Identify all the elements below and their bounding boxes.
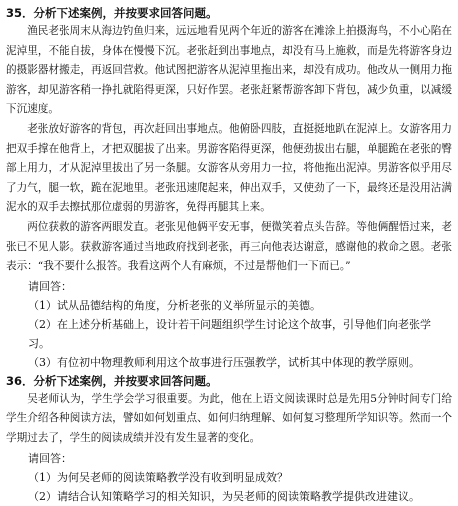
question-35-title: 35．分析下述案例，并按要求回答问题。 [6, 6, 218, 20]
case-paragraph-2: 老张放好游客的背包，再次赶回出事地点。他俯卧四肢，直挺挺地趴在泥淖上。女游客用力把双手撑在他背上，才把双腿拔了出来。男游客陷得更深，他便劲拔出右腿，单腿跪在老张的臀部上用力，才从泥淖里拔出了另一条腿。女游客从旁用力一拉，将他拖出泥淖。男游客似乎用尽了力气，腿一软，跪在泥地里。老张迅速爬起来，伸出双手，又使劲了一下，最终还是没用沾满泥水的双手去擦拭那位虚弱的男游客，免得再腿其上来。 [6, 122, 452, 214]
question-36-item-2: （2）请结合认知策略学习的相关知识，为吴老师的阅读策略教学提供改进建议。 [28, 489, 420, 503]
question-35-item-2: （2）在上述分析基础上，设计若干问题组织学生讨论这个故事，引导他们向老张学习。 [28, 317, 431, 350]
question-35-prompt: 请回答： [28, 279, 72, 293]
question-36-title: 36．分析下述案例，并按要求回答问题。 [6, 373, 218, 388]
case-36-paragraph: 吴老师认为，学生学会学习很重要。为此，他在上语文阅读课时总是先用5分钟时间专门给学生介绍各种阅读方法，譬如如何划重点、如何归纳理解、如何复习整理所学知识等。然而一个学期过去了，学生的阅读成绩并没有发生显著的变化。 [6, 392, 452, 444]
case-paragraph-3: 两位获救的游客两眼发直。老张见他俩平安无事，便微笑着点头告辞。等他俩醒悟过来，老张已不见人影。获救游客通过当地政府找到老张，再三向他表达谢意，感谢他的救命之恩。老张表示：“我不要什么报答。我看这两个人有麻烦，不过是帮他们一下而已。” [6, 220, 452, 273]
case-paragraph-1: 渔民老张周末从海边钓鱼归来，远远地看见两个年近的游客在滩涂上拍摄海鸟，不小心陷在泥淖里，不能自拔，身体在慢慢下沉。老张赶到出事地点，却没有马上施救，而是先将游客身边的摄影器材搬走，再返回营救。他试图把游客从泥淖里拖出来，却没有成功。他改从一侧用力拖游客，却见游客稍一挣扎就陷得更深，只好作罢。老张赶紧帮游客卸下背包，减少负重，以减缓下沉速度。 [6, 25, 452, 116]
question-35-item-1: （1）试从品德结构的角度，分析老张的义举所显示的美德。 [28, 298, 321, 312]
question-36-item-1: （1）为何吴老师的阅读策略教学没有收到明显成效？ [28, 470, 288, 484]
question-36-prompt: 请回答： [28, 451, 72, 465]
question-35-item-3: （3）有位初中物理教师利用这个故事进行压强教学，试析其中体现的教学原则。 [28, 355, 420, 369]
